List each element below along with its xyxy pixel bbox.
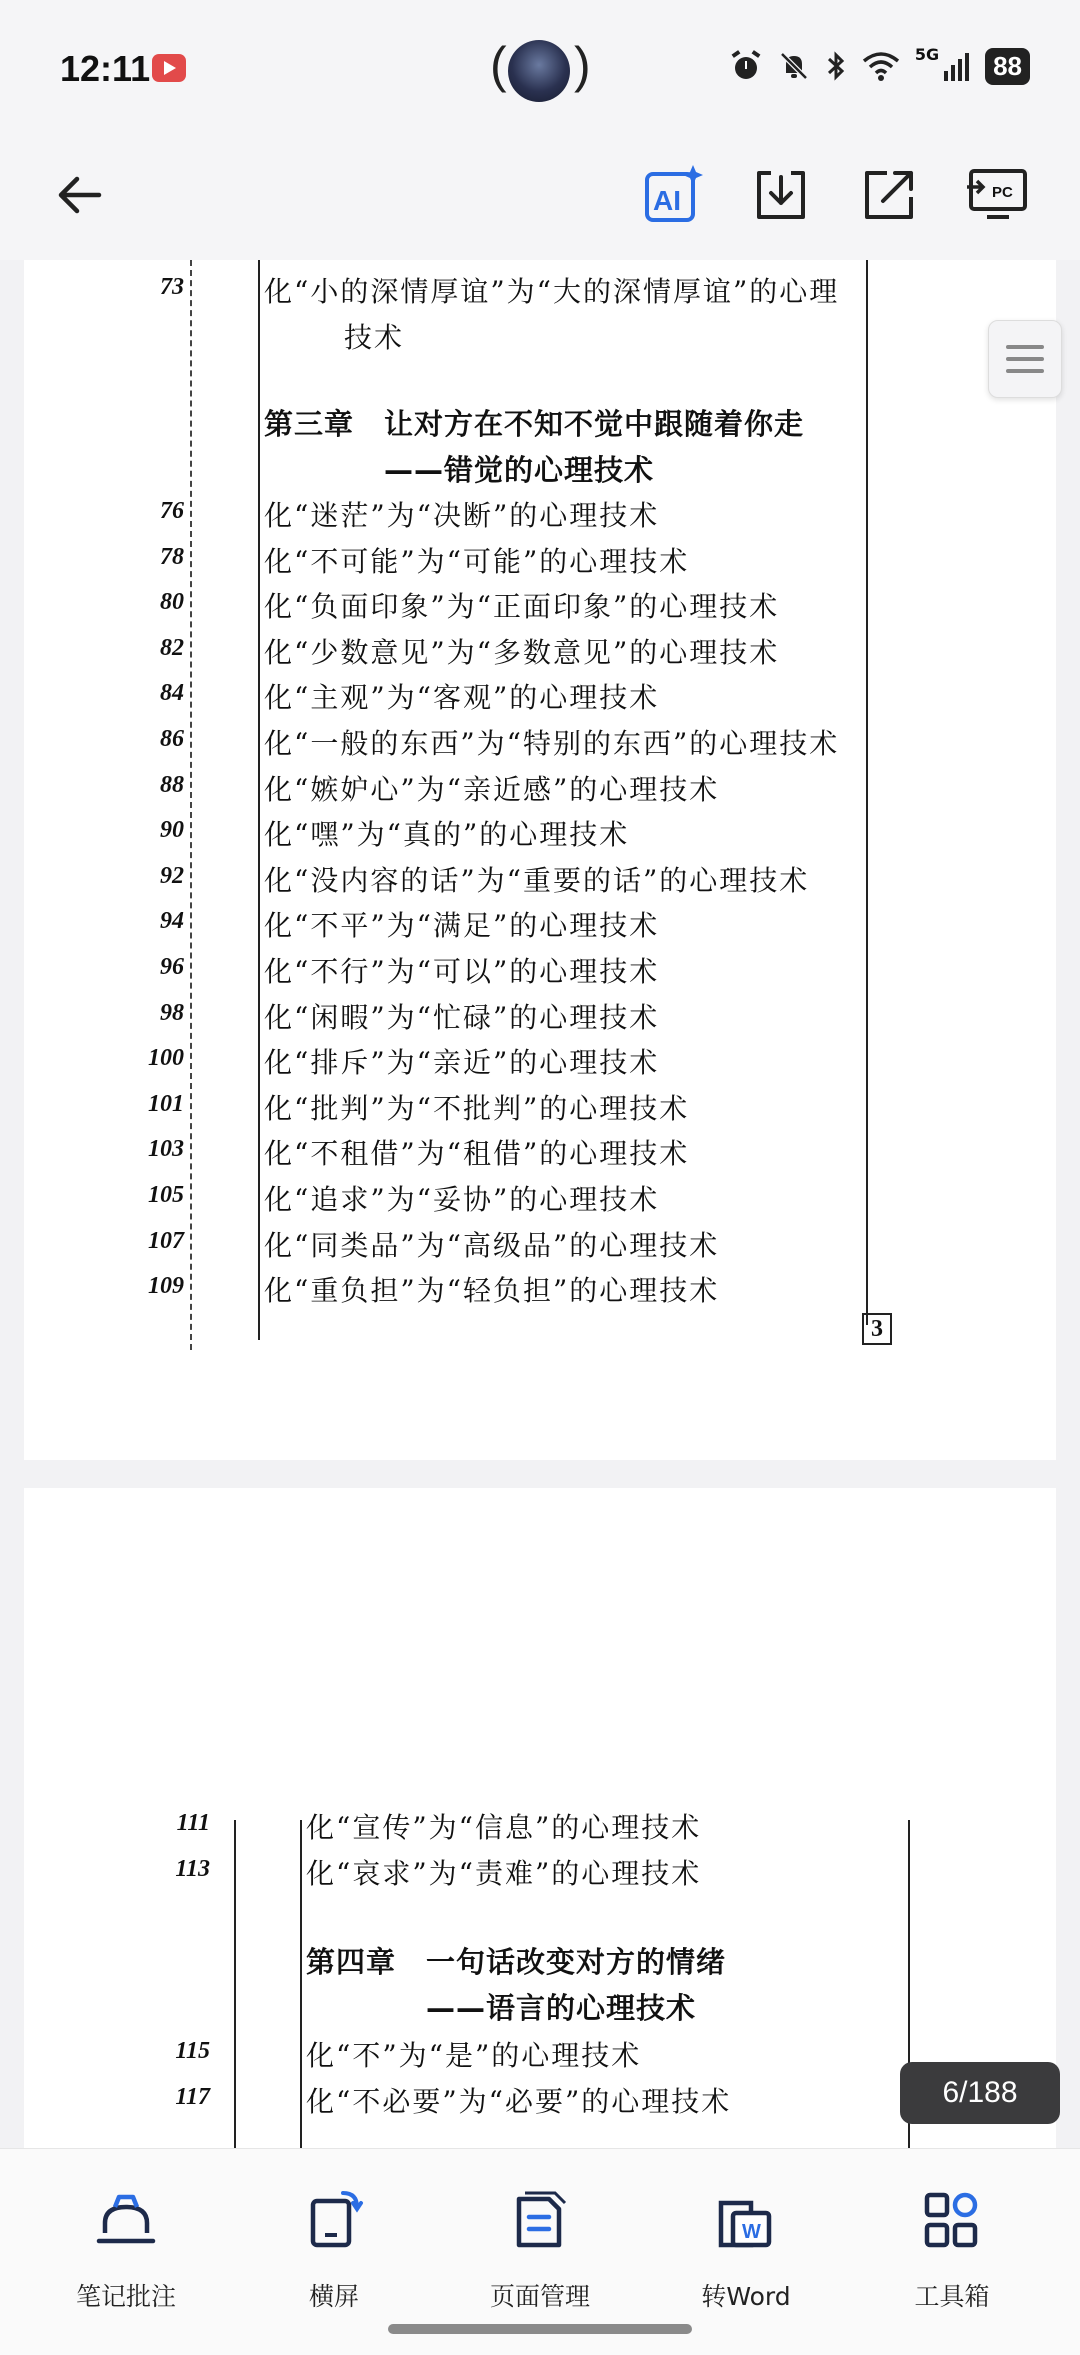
menu-bar-1: [1006, 345, 1044, 349]
chapter-heading: ——语言的心理技术: [426, 1991, 697, 2025]
toc-page-number: 105: [148, 1182, 184, 1208]
toc-page-number: 73: [160, 274, 184, 300]
toc-entry: 化“没内容的话”为“重要的话”的心理技术: [264, 863, 810, 897]
toc-page-number: 98: [160, 999, 184, 1026]
toc-page-number: 96: [160, 954, 184, 980]
document-page-2: [24, 1488, 1056, 2148]
signal-icon: [943, 49, 971, 83]
ai-icon: [640, 162, 706, 228]
page-number-box: 3: [862, 1313, 892, 1345]
annotate-label: 笔记批注: [75, 2282, 176, 2311]
toc-page-number: 92: [160, 862, 184, 889]
toc-entry: 化“一般的东西”为“特别的东西”的心理技术: [264, 727, 840, 760]
page-manage-label: 页面管理: [489, 2282, 590, 2311]
toc-page-number: 115: [175, 2038, 210, 2064]
svg-text:AI: AI: [653, 185, 681, 216]
toc-page-number: 82: [160, 634, 184, 661]
landscape-button[interactable]: [244, 2185, 424, 2313]
toc-page-number: 80: [160, 589, 184, 616]
toc-entry: 化“宣传”为“信息”的心理技术: [306, 1811, 702, 1844]
landscape-label: 横屏: [308, 2282, 359, 2311]
toc-entry: 化“少数意见”为“多数意见”的心理技术: [264, 635, 780, 669]
annotate-button[interactable]: [36, 2185, 216, 2313]
chapter-heading: ——错觉的心理技术: [384, 453, 655, 487]
toc-entry: 化“同类品”为“高级品”的心理技术: [264, 1228, 720, 1262]
dynamic-island[interactable]: [490, 36, 590, 106]
toc-entry: 化“嘿”为“真的”的心理技术: [264, 818, 630, 852]
toc-page-number: 86: [160, 726, 184, 752]
alarm-icon: [729, 49, 763, 83]
toc-entry: 化“迷茫”为“决断”的心理技术: [264, 499, 660, 532]
page-indicator[interactable]: 6/188: [900, 2062, 1060, 2124]
toolbox-label: 工具箱: [914, 2282, 990, 2311]
toc-entry: 化“负面印象”为“正面印象”的心理技术: [264, 590, 780, 624]
toc-entry: 化“哀求”为“责难”的心理技术: [306, 1857, 702, 1890]
back-arrow-icon: [53, 167, 109, 223]
left-paren-icon: (: [490, 37, 507, 93]
toc-entry: 化“不租借”为“租借”的心理技术: [264, 1137, 690, 1171]
toc-page-number: 103: [148, 1136, 184, 1163]
toc-page-number: 100: [148, 1045, 184, 1072]
download-button[interactable]: [746, 160, 816, 230]
toolbox-button[interactable]: [862, 2185, 1042, 2313]
toc-page-number: 94: [160, 908, 184, 935]
toc-entry: 化“追求”为“妥协”的心理技术: [264, 1183, 660, 1216]
document-page-1: [24, 260, 1056, 1460]
toc-entry: 化“闲暇”为“忙碌”的心理技术: [264, 1000, 660, 1034]
word-convert-icon: [711, 2185, 781, 2255]
status-icons: [729, 44, 1030, 88]
toc-entry: 化“不必要”为“必要”的心理技术: [306, 2085, 732, 2118]
ai-button[interactable]: [638, 160, 708, 230]
toolbox-icon: [917, 2185, 987, 2255]
annotate-icon: [91, 2185, 161, 2255]
toc-entry: 化“重负担”为“轻负担”的心理技术: [264, 1274, 720, 1308]
pc-transfer-button[interactable]: [962, 160, 1032, 230]
screen-record-icon: [152, 54, 186, 82]
toc-page-number: 90: [160, 817, 184, 844]
bluetooth-icon: [825, 49, 847, 83]
toc-entry: 化“小的深情厚谊”为“大的深情厚谊”的心理: [264, 275, 840, 308]
toc-entry: 化“不平”为“满足”的心理技术: [264, 909, 660, 943]
toc-page-number: 113: [175, 1856, 210, 1882]
battery-level: 88: [985, 48, 1030, 85]
toc-rule-left-2: [234, 1820, 236, 2148]
toc-page-number: 111: [176, 1810, 210, 1836]
toc-entry: 化“不可能”为“可能”的心理技术: [264, 544, 690, 578]
home-indicator[interactable]: [388, 2324, 692, 2334]
chapter-heading: 第四章 一句话改变对方的情绪: [306, 1945, 727, 1979]
margin-dashed-line: [190, 260, 192, 1350]
share-icon: [859, 165, 919, 225]
toc-page-number: 107: [148, 1227, 184, 1254]
toc-entry: 技术: [344, 321, 405, 354]
toc-rule-left: [258, 260, 260, 1340]
convert-word-button[interactable]: [656, 2185, 836, 2313]
toc-page-number: 76: [160, 498, 184, 524]
toc-rule-mid-2: [300, 1820, 302, 2148]
toc-page-number: 117: [175, 2084, 210, 2110]
page-manage-icon: [505, 2185, 575, 2255]
pc-label: PC: [992, 184, 1013, 201]
right-paren-icon: ): [574, 37, 591, 93]
toc-page-number: 88: [160, 771, 184, 798]
status-bar: [0, 0, 1080, 130]
toc-entry: 化“不行”为“可以”的心理技术: [264, 955, 660, 988]
convert-word-label: 转Word: [701, 2282, 791, 2311]
toc-entry: 化“主观”为“客观”的心理技术: [264, 681, 660, 715]
wifi-icon: [861, 49, 901, 83]
toc-page-number: 78: [160, 543, 184, 570]
toc-entry: 化“不”为“是”的心理技术: [306, 2039, 642, 2072]
download-icon: [751, 165, 811, 225]
rotate-screen-icon: [299, 2185, 369, 2255]
toc-entry: 化“排斥”为“亲近”的心理技术: [264, 1046, 660, 1080]
toc-page-number: 84: [160, 680, 184, 707]
avatar: [508, 40, 570, 102]
bell-muted-icon: [777, 49, 811, 83]
menu-bar-3: [1006, 369, 1044, 373]
chapter-heading: 第三章 让对方在不知不觉中跟随着你走: [264, 407, 805, 441]
side-menu-button[interactable]: [988, 320, 1062, 398]
status-time: 12:11: [60, 48, 151, 89]
toc-page-number: 109: [148, 1273, 184, 1300]
toc-entry: 化“批判”为“不批判”的心理技术: [264, 1091, 690, 1125]
back-button[interactable]: [46, 160, 116, 230]
svg-text:W: W: [742, 2221, 761, 2243]
page-manage-button[interactable]: [450, 2185, 630, 2313]
share-button[interactable]: [854, 160, 924, 230]
network-5g-label: 5G: [914, 44, 940, 64]
toc-entry: 化“嫉妒心”为“亲近感”的心理技术: [264, 772, 720, 806]
menu-bar-2: [1006, 357, 1044, 361]
toc-page-number: 101: [148, 1090, 184, 1117]
toc-rule-right: [866, 260, 868, 1325]
top-toolbar: [0, 130, 1080, 260]
